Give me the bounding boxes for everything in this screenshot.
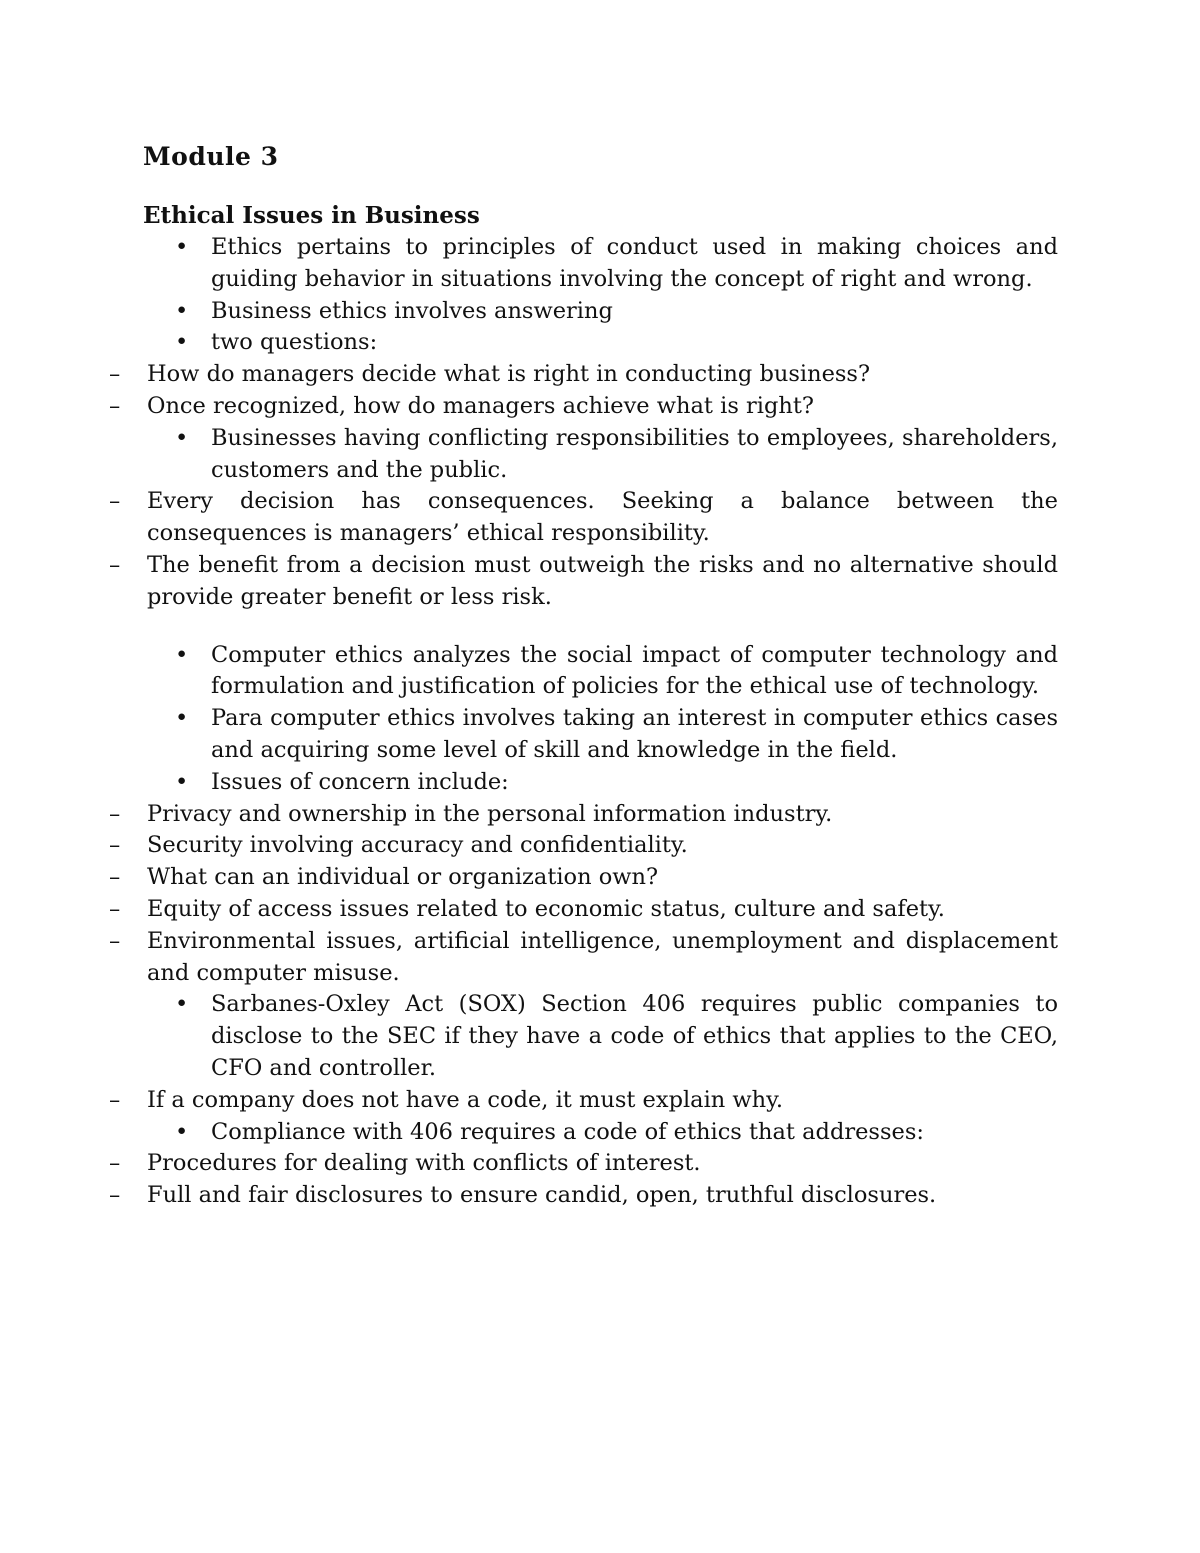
sub-item [75, 1085, 1058, 1117]
dash-marker: – [109, 551, 121, 578]
sub-text: The benefit from a decision must outweigh the risks and no alternative should provide greater benefit or less risk. [147, 551, 1058, 610]
bullet-item [143, 1117, 1058, 1149]
sub-list [75, 486, 1058, 613]
sub-list-container [75, 1148, 1058, 1212]
bullet-marker: • [175, 1118, 189, 1145]
sub-text: How do managers decide what is right in conducting business? [147, 361, 871, 388]
sub-list [75, 1085, 1058, 1117]
bullet-text: Business ethics involves answering [211, 297, 613, 324]
dash-marker: – [109, 895, 121, 922]
bullet-list [109, 232, 1058, 1212]
sub-text: Full and fair disclosures to ensure candid, open, truthful disclosures. [147, 1182, 937, 1209]
paragraph-gap [143, 614, 1058, 640]
bullet-text: Computer ethics analyzes the social impact of computer technology and formulation and justification of policies for the ethical use of technology. [211, 641, 1058, 700]
bullet-text: Businesses having conflicting responsibilities to employees, shareholders, customers and the public. [211, 424, 1058, 483]
bullet-item [143, 423, 1058, 487]
section-title: Ethical Issues in Business [143, 202, 480, 229]
dash-marker: – [109, 1182, 121, 1209]
sub-item [75, 359, 1058, 391]
document-content [109, 140, 1058, 1212]
bullet-item [143, 989, 1058, 1084]
sub-list-container [75, 359, 1058, 423]
sub-text: Security involving accuracy and confidentiality. [147, 832, 688, 859]
dash-marker: – [109, 1086, 121, 1113]
sub-text: Once recognized, how do managers achieve what is right? [147, 392, 814, 419]
bullet-item [143, 327, 1058, 359]
sub-item [75, 830, 1058, 862]
dash-marker: – [109, 361, 121, 388]
bullet-marker: • [175, 234, 189, 260]
sub-item [75, 1180, 1058, 1212]
sub-text: What can an individual or organization own? [147, 864, 659, 891]
sub-list-container [75, 486, 1058, 613]
sub-text: Every decision has consequences. Seeking a balance between the consequences is managers’ ethical responsibility. [147, 488, 1058, 547]
sub-text: Environmental issues, artificial intelligence, unemployment and displacement and computer misuse. [147, 927, 1058, 986]
bullet-marker: • [175, 705, 189, 732]
bullet-marker: • [175, 424, 189, 451]
sub-text: Equity of access issues related to economic status, culture and safety. [147, 895, 945, 922]
sub-item [75, 391, 1058, 423]
bullet-text: Ethics pertains to principles of conduct used in making choices and guiding behavior in situations involving the concept of right and wrong. [211, 234, 1058, 292]
bullet-text: Issues of concern include: [211, 768, 509, 795]
sub-list [75, 799, 1058, 990]
bullet-text: Para computer ethics involves taking an interest in computer ethics cases and acquiring some level of skill and knowledge in the field. [211, 705, 1058, 763]
sub-list-container [75, 799, 1058, 990]
sub-item [75, 1148, 1058, 1180]
sub-item [75, 799, 1058, 831]
sub-text: Procedures for dealing with conflicts of interest. [147, 1150, 701, 1177]
dash-marker: – [109, 1150, 121, 1177]
sub-item [75, 486, 1058, 550]
dash-marker: – [109, 488, 121, 515]
sub-item [75, 862, 1058, 894]
sub-item [75, 926, 1058, 990]
bullet-marker: • [175, 329, 189, 356]
bullet-item [143, 232, 1058, 296]
bullet-marker: • [175, 297, 189, 324]
sub-item [75, 550, 1058, 614]
bullet-marker: • [175, 991, 189, 1018]
dash-marker: – [109, 392, 121, 419]
bullet-text: Compliance with 406 requires a code of ethics that addresses: [211, 1118, 924, 1145]
sub-text: Privacy and ownership in the personal information industry. [147, 800, 833, 827]
bullet-text: Sarbanes-Oxley Act (SOX) Section 406 requires public companies to disclose to the SEC if they have a code of ethics that applies to the CEO, CFO and controller. [211, 991, 1058, 1081]
bullet-item [143, 640, 1058, 704]
dash-marker: – [109, 800, 121, 827]
sub-list [75, 1148, 1058, 1212]
bullet-marker: • [175, 641, 189, 668]
dash-marker: – [109, 832, 121, 859]
bullet-text: two questions: [211, 329, 378, 356]
bullet-item [143, 703, 1058, 767]
bullet-item [143, 767, 1058, 799]
module-title: Module 3 [143, 142, 279, 171]
bullet-item [143, 296, 1058, 328]
bullet-marker: • [175, 768, 189, 795]
sub-list [75, 359, 1058, 423]
dash-marker: – [109, 927, 121, 954]
sub-list-container [75, 1085, 1058, 1117]
sub-item [75, 894, 1058, 926]
sub-text: If a company does not have a code, it must explain why. [147, 1086, 784, 1113]
dash-marker: – [109, 864, 121, 891]
